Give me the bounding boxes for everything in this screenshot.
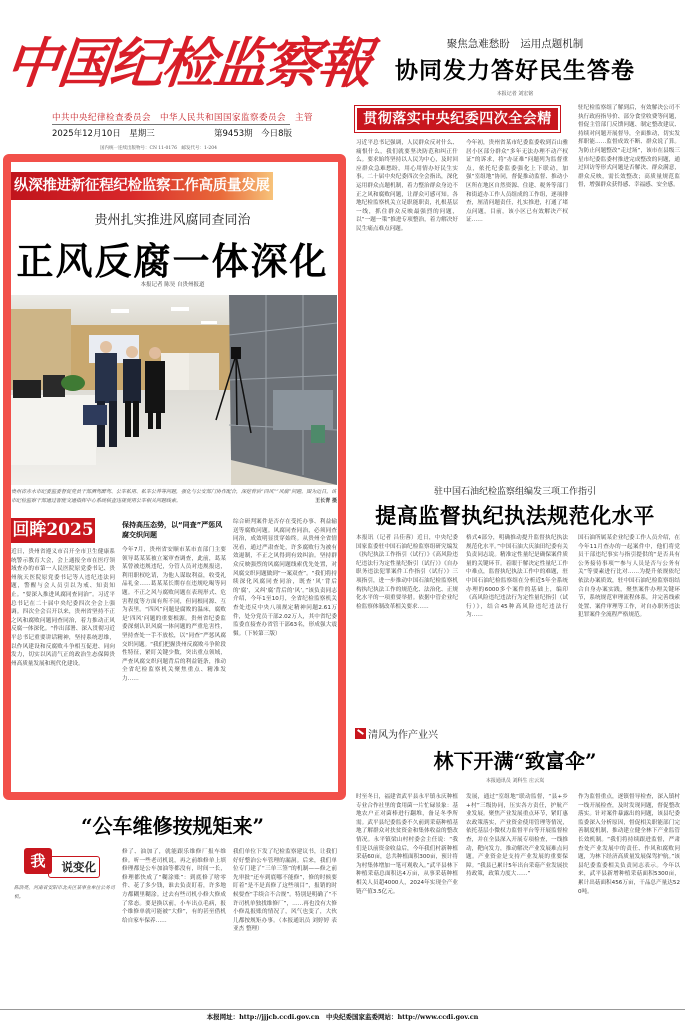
section-banner-plenary: 贯彻落实中央纪委四次全会精神 [355, 106, 560, 132]
right-top-column-3: 驻纪检监察组了解到后，有效解决公司不执行政府指导价、部分食堂收费等问题，督促主管部门反馈问题、制定整改建议、持续对问题开展督导，全面推动，切实发挥职能……监督成效不断、群众说了算。为防止问题整改“走过场”，该市在县级三星市纪委监委村推进完成整改的问题，通过回访等形式问题是否解决、群众满意，群众反映，需长效整改；高质量规范监督，增强群众获得感、幸福感、安全感。 [578, 105, 680, 189]
publication-registration: 国内统一连续出版物号：CN 11-0176 邮发代号：1-204 [100, 146, 217, 151]
right-top-column-1: 习近平总书记强调，人民群众反对什么、痛恨什么，我们就要坚决防范和纠正什么。要求始终坚持以人民为中心，及时回应群众急难愁盼，用心用情办好民生实事。二十届中央纪委四次全会指出，深化运用群众点题机制，着力整治群众身边不正之风和腐败问题，让群众可感可知。各地纪检监察机关立足职能职责，扎根基层一线，抓住群众反映最强烈的问题，以“一题一策”推进专项整治，着力解决好民生痛点难点问题。 [356, 140, 458, 232]
issue-number: 第9453期 今日8版 [214, 129, 293, 139]
bottom-right-headline[interactable]: 林下开满“致富伞” [433, 749, 597, 773]
right-top-byline: 本报记者 刘宏铭 [496, 91, 534, 97]
footer-divider [0, 1009, 685, 1010]
masthead-sponsors: 中共中央纪律检查委员会 中华人民共和国国家监察委员会 主管 [52, 113, 314, 123]
bottom-right-column-3: 作为监督重点，逐镇督导检查，深入镇村一线开展检查，及时发现问题，督促整改落实。针对案件暴露出的问题，该县纪委监委深入分析原因，督促相关职能部门完善制度机制，推动建立健全林下产业监管长效机制。“我们将持续跟进监督，严肃查处产业发展中的责任、作风和腐败问题，为林下经济高质量发展保驾护航。”该县纪委监委相关负责同志表示。今年以来，武平县新增种植采菇面积5300亩，累计出菇面积456万亩，干品总产量达520吨。 [578, 794, 680, 895]
middle-right-column-1: 本报讯（记者 吕佳蓉）近日，中央纪委国家监委驻中国石油纪检监察组研究编发《执纪执法工作指引（试行）》《高风险违纪违法行为定性量纪指引（试行）》《自办职务违法犯罪案件工作指引（试行）》三项指引，进一步推动中国石油纪检监察机构执纪执法工作的规范化、法治化、正规化水平的一项重要举措。依据中管企业纪检监察体制改革相关要求…… [356, 535, 458, 610]
right-top-kicker: 聚焦急难愁盼 运用点题机制 [446, 38, 584, 50]
photo-caption [11, 488, 337, 506]
badge-red-char: 我 [24, 848, 52, 874]
middle-right-column-3: 国石油所属某企业纪委工作人员介绍，在今年11月查办的一起案件中，他们将党员干部违纪事实与指引提供的“是否具有公务接待事项”“参与人员是否与公务有关”等要素进行比对……为提升依规依纪依法办案质效，驻中国石油纪检监察组结合自身办案实践，聚焦案件办理关键环节，系统规范审理流程体系，并完善线索处置、案件审理等工作，对自办职务违法犯罪案件全流程严格规范。 [578, 535, 680, 619]
column-tag-label: 清风为作产业兴 [368, 730, 438, 741]
lead-story-headline[interactable]: 正风反腐一体深化 [16, 240, 329, 283]
lead-story-column-3: 综合研判案件是否存在受托办事、利益输送等腐败问题。风腐同查同治，必须同查同治，成效明显贯穿始终。从贵州全省情况看，通过严肃查处，许多腐败行为被有效遏制，不正之风得到有效纠治。坚持群众反映强烈的风腐问题线索优先处置，对风腐交织问题做到“一案双查”。“我们将持续深化风腐同查同治，既查‘风’背后的‘腐’，又纠‘腐’背后的‘风’。”该负责同志介绍，今年1至10月，全省纪检监察机关查处违反中央八项规定精神问题2.61万件，处分党员干部2.02万人，其中省纪委监委直接查办省管干部63名，形成强大震慑。（下转第三版） [233, 519, 337, 637]
newspaper-masthead-title: 中国纪检监察報 [2, 31, 374, 95]
badge-text: 说变化 [48, 856, 100, 878]
author-note: 陈浩亮，河南省安阳市北关区某事业单位公务司机。 [14, 886, 115, 900]
footer-urls: 本报网址：http://jjjcb.ccdi.gov.cn 中央纪委国家监委网站：http://www.ccdi.gov.cn [206, 1013, 479, 1021]
lead-story-banner: 纵深推进新征程纪检监察工作高质量发展 [11, 172, 273, 200]
lead-story-column-1: 近日，贵州省遵义市召开全市卫生健康系统警示教育大会，会上通报全市在医疗领域查办的市第一人民医院原党委书记、贵州航天医院原党委书记等人违纪违法问题，警醒与会人员引以为戒、知责知止。“要深入推进风腐同查同治”。习近平总书记在二十届中央纪委四次全会上强调。四次全会召开以来，贵州省坚持不正之风和腐败问题同查同治，着力推动正风反腐一体深化。“作出部署、深入贯彻习近平总书记重要讲话精神，坚持系统思维，以作风建设和反腐败斗争相互促进、同向发力，切实以风清气正的政治生态保障贵州高质量发展和现代化建设。 [11, 549, 115, 667]
lead-story-kicker: 贵州扎实推进风腐同查同治 [94, 213, 251, 228]
right-top-headline[interactable]: 协同发力答好民生答卷 [395, 57, 635, 84]
photo-credit: 王长青 摄 [315, 498, 337, 504]
lead-story-byline: 本报记者 陈昊 自贵州报道 [140, 282, 205, 288]
bottom-right-byline: 本报通讯员 刘科生 庄云岚 [485, 778, 545, 784]
bottom-right-column-1: 时至冬日，福建省武平县永平镇永庆种植专业合作社里的食用菌一片忙碌景象：基地农户正对菌棒进行翻堆，备足冬季所需。武平县纪委监委不久前到采菇种植基地了解群众对扶贫资金和集体收益的整改情况。永平镇梁山村村委会主任说：“我们是以前资金收益后，今年我们村新种植采菇60亩，总共种植面积300亩，预计将为村集体增加一笔可观收入。”武平县林下种植采菇总面积达4万亩，从事采菇种植相关人员超4000人，2024年实现全产业链产值3.5亿元。 [356, 794, 458, 895]
issue-date: 2025年12月10日 星期三 [52, 129, 155, 139]
lead-story-photo [11, 295, 337, 485]
photo-caption-text: 贵州省赤水市纪委监委督促党员干部酒驾醉驾、公车私用、私车公养等问题，强化与公安部门协作配合，深挖背后“四风”“风腐”问题。图为近日，该市纪检监察干部通过智能交通指挥中心系统核查违规使用公车相关问题线索。 [11, 489, 337, 504]
lead-story-subhead: 保持高压态势，以“同查”严惩风腐交织问题 [122, 521, 223, 539]
column-tag-icon [355, 728, 366, 739]
masthead-divider [52, 124, 290, 125]
bottom-left-headline[interactable]: “公车维修按规矩来” [80, 814, 264, 838]
bottom-right-column-2: 发展，通过“室组地”联动监督，“县+乡+村”三级协同，压实各方责任，护航产业发展。聚焦产业发展重点环节，紧盯惠农政策落实，产业资金使用管理等情况，依托基层小微权力监督平台等开展监督检查，并在全县深入开展专项检查，一线推动，靶向发力，推动解决产业发展难点问题。产业资金是支持产业发展的重要保障。“我县已累计5年出台采菇产业发展扶持政策，政策力度大……” [466, 794, 568, 878]
middle-right-column-2: 格式4部分，明确推动提升监督执纪执法规范化水平。”中国石油大庆油田纪委有关负责同志说。精准定性量纪是确保案件质量的关键环节。着眼于解决定性量纪工作中难点，监督执纪执法工作中的难题，驻中国石油纪检监察组在分析近5年全系统办理的6000多个案件的基础上，编印《高风险违纪违法行为定性量纪指引（试行）》，结合45种高风险违纪违法行为…… [466, 535, 568, 619]
lead-story-column-2: 今年7月，贵州省安顺市某市直部门主要领导葛某某被立案审查调查，此前，葛某某曾被违规违纪，分管人员对违规报送，利用职权吃请，为他人谋取利益，收受礼品礼金……葛某某长期存在违规吃喝等问题。不正之风与腐败问题在表现形式、危害程度等方面有所不同，但同根同源、互为表里。“四风”问题是腐败的温床，腐败是‘四风’问题的重要根源。贵州省纪委监委深刻认识风腐一体问题的严重危害性，坚持查处一手不放松，以“同查”严惩风腐交织问题。“我们把握贵州反腐败斗争阶段性特征，紧盯关键少数，突出重点领域，严查风腐交织问题背后的利益链条，推动全省纪检监察机关聚焦重点、精准发力…… [122, 547, 226, 682]
bottom-left-column-2: 我们单位下发了纪检监察建议书，让我们好好整治公车管理的漏洞。后来，我们单位专门建了“三单三签”的机制——修之前先审批“还车到底哪不能修”，修的时候要盯着“是不是真修了这些项目”，报销的时候要查“手续合不合规”。特别是明确了“不许司机单独找维修厂”，……再也没有大修小修乱报账的情况了，风气也变了，大伙儿都按规矩办事。（本报通讯员 刘婷婷 表亚杰 整理） [233, 849, 337, 933]
bottom-left-column-1: 修了、油加了，就能跟乐维修厂报车维修。听一些老司机说，再之前维修单上填修理都是公车加油等都没有，时间一长，修理都快成了“糊涂账”：到底修了啥零件、花了多少钱，谁去负责盯着，许多地方都糊里糊涂。过去有些司机小修大修成了常态。要是换以前，小车出点毛病，报个维修单就可能被“大修”，有的甚至借机给自家车保养…… [122, 849, 226, 924]
middle-right-kicker: 驻中国石油纪检监察组编发三项工作指引 [433, 487, 596, 497]
right-top-column-2: 今年初，贵州省某市纪委监委收到百山雅居小区部分群众“多年无法办理不动产权证”的诉求，将“办证难”问题列为监督重点，依托纪委监委强化上下联动，加强“室组地”协同，督促推动监督、推动小区所在地区自然资源、住建、税务等部门和街道办工作人员组成的工作组，逐项排查，厘清问题责任，扎实推进，打通了堵点问题，目前，该小区已有效解决产权证…… [466, 140, 568, 224]
section-tag-review-2025: 回眸2025 [11, 518, 95, 543]
wo-shuo-bianhua-badge [24, 848, 100, 878]
middle-right-headline[interactable]: 提高监督执纪执法规范化水平 [375, 503, 655, 528]
column-tag-qingfeng [355, 726, 438, 741]
